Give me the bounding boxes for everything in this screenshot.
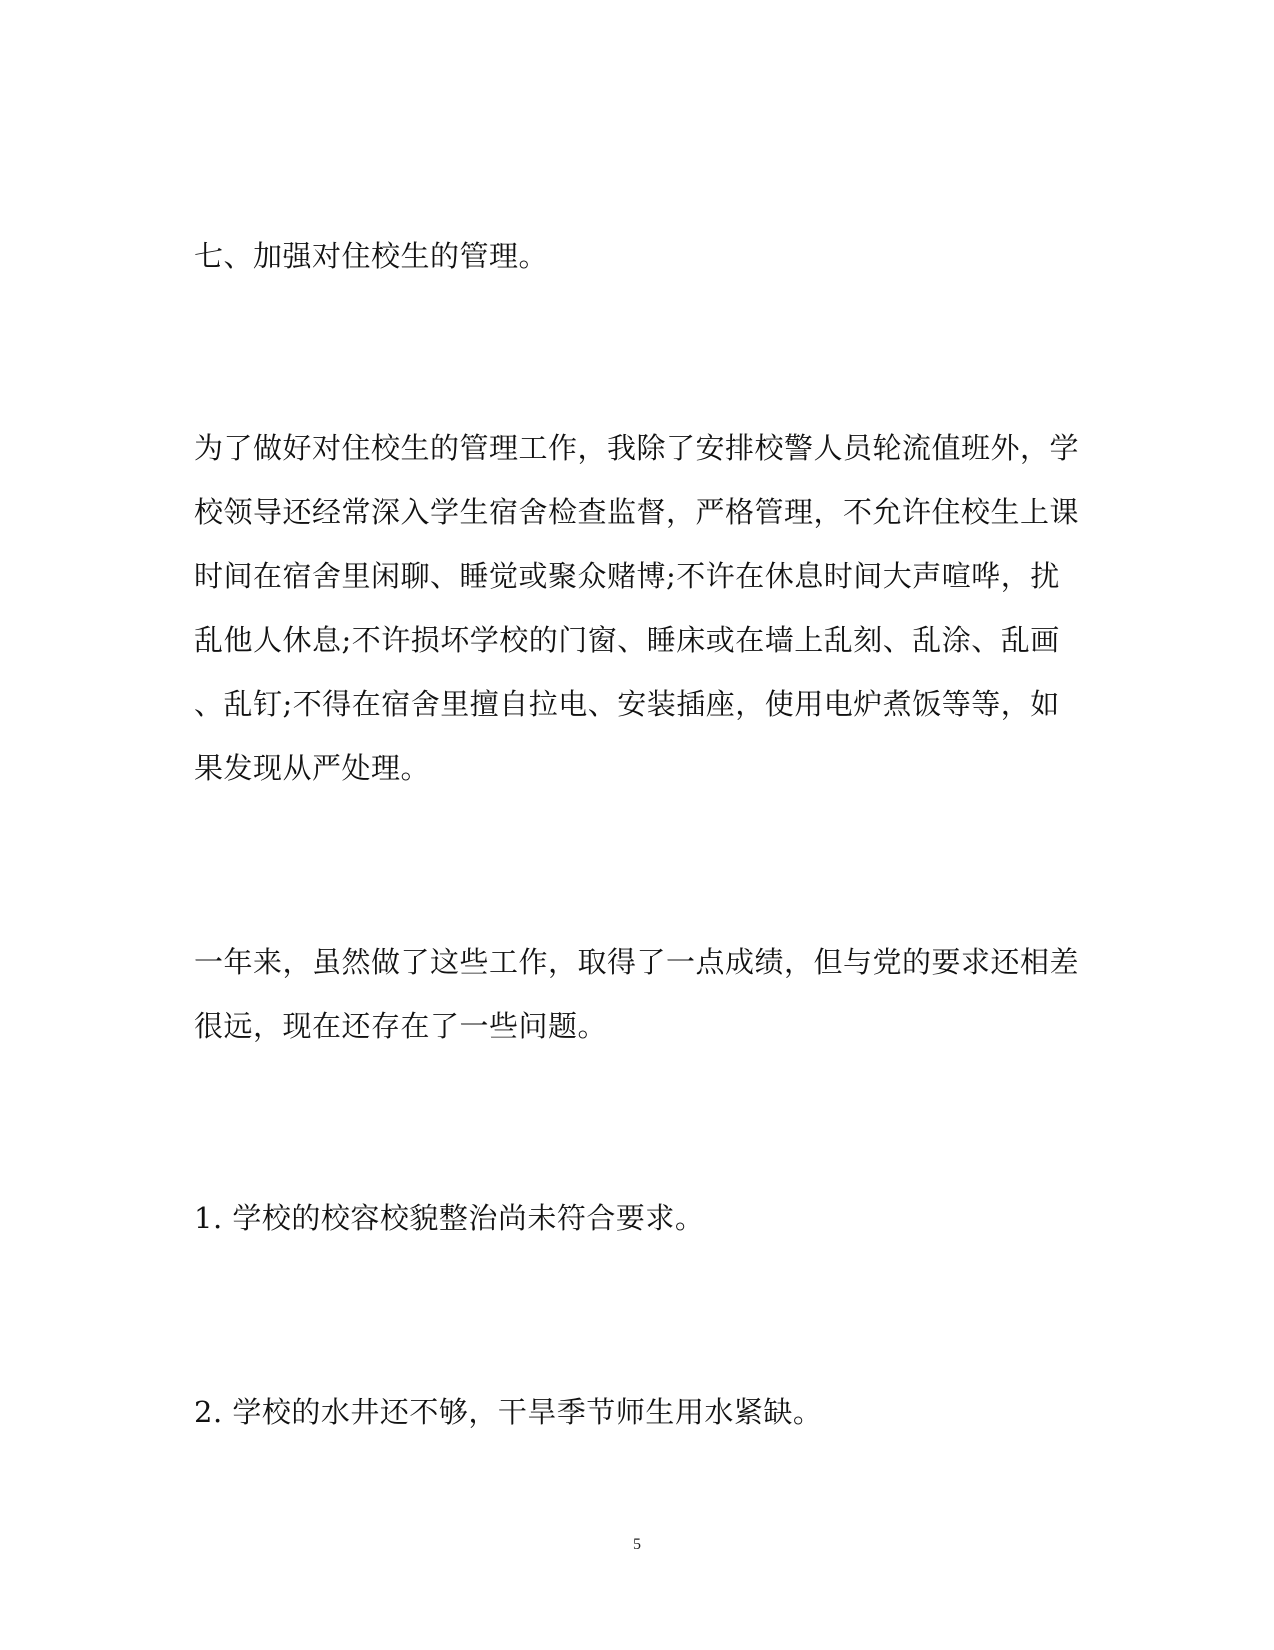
paragraph-line: 、乱钉;不得在宿舍里擅自拉电、安装插座，使用电炉煮饭等等，如 — [194, 687, 1060, 721]
paragraph-dormitory-management — [194, 416, 1080, 800]
section-heading — [194, 224, 1074, 288]
paragraph-line: 乱他人休息;不许损坏学校的门窗、睡床或在墙上乱刻、乱涂、乱画 — [194, 623, 1060, 657]
problem-item-text: 2. 学校的水井还不够，干旱季节师生用水紧缺。 — [194, 1395, 823, 1429]
paragraph-line: 很远，现在还存在了一些问题。 — [194, 1009, 608, 1043]
heading-text: 七、加强对住校生的管理。 — [194, 239, 549, 273]
paragraph-line: 校领导还经常深入学生宿舍检查监督，严格管理，不允许住校生上课 — [194, 495, 1080, 529]
page-number: 5 — [633, 1536, 641, 1553]
paragraph-line: 一年来，虽然做了这些工作，取得了一点成绩，但与党的要求还相差 — [194, 945, 1080, 979]
paragraph-line: 时间在宿舍里闲聊、睡觉或聚众赌博;不许在休息时间大声喧哗，扰 — [194, 559, 1060, 593]
paragraph-line: 果发现从严处理。 — [194, 751, 431, 785]
problem-item-2 — [194, 1380, 1074, 1444]
problem-item-text: 1. 学校的校容校貌整治尚未符合要求。 — [194, 1201, 705, 1235]
problem-item-1 — [194, 1186, 1074, 1250]
paragraph-line: 为了做好对住校生的管理工作，我除了安排校警人员轮流值班外，学 — [194, 431, 1080, 465]
paragraph-summary — [194, 930, 1080, 1058]
